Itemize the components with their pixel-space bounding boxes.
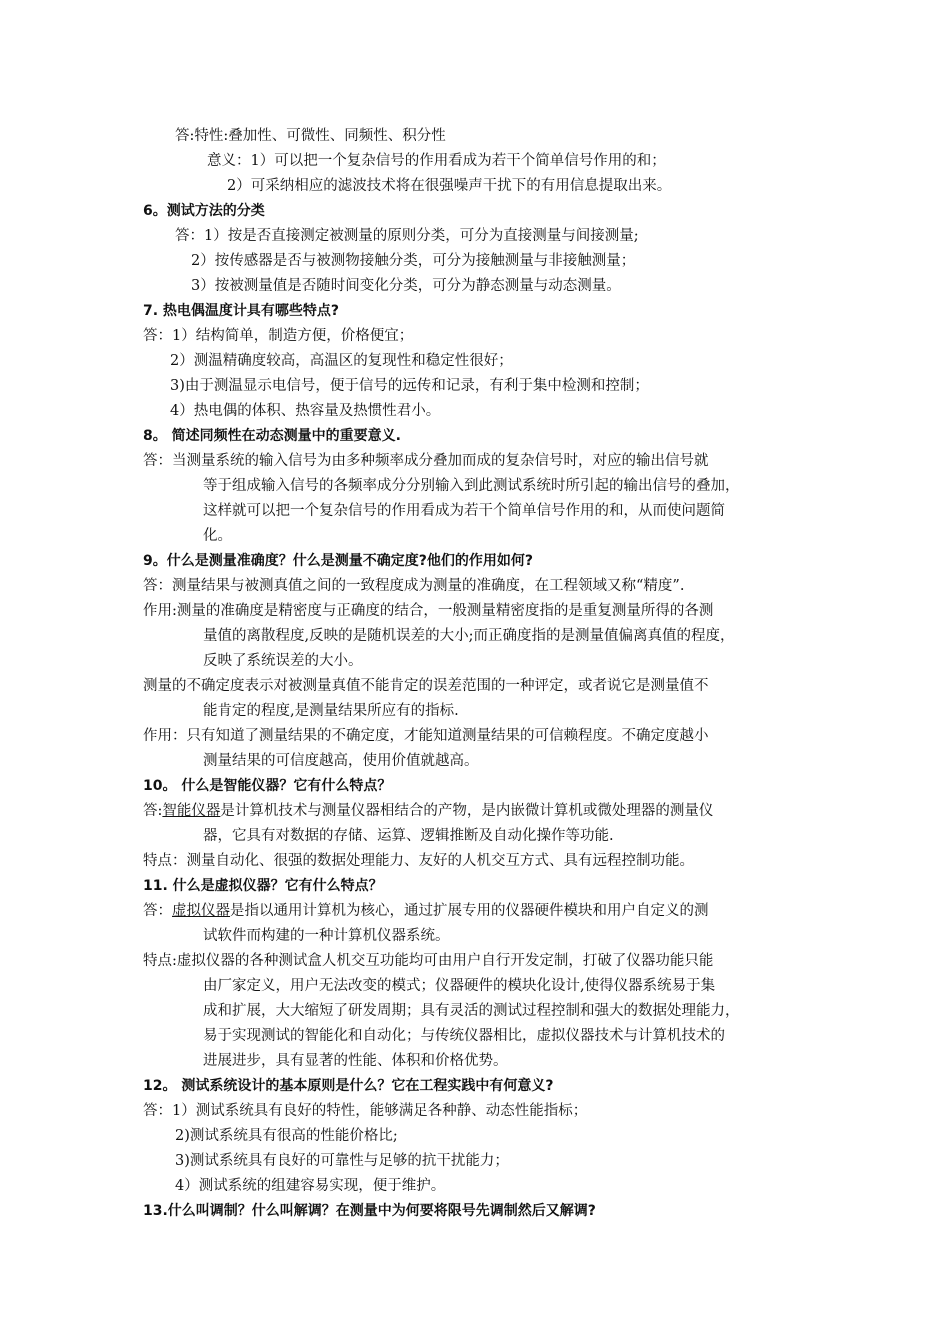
question-11-heading: 11. 什么是虚拟仪器？它有什么特点？ [143, 878, 383, 894]
question-8-heading: 8。 简述同频性在动态测量中的重要意义. [143, 428, 401, 444]
answer-11-line-7: 进展进步，具有显著的性能、体积和价格优势。 [203, 1053, 508, 1069]
question-12-heading: 12。 测试系统设计的基本原则是什么？它在工程实践中有何意义? [143, 1078, 554, 1094]
answer-10-line-2: 器，它具有对数据的存储、运算、逻辑推断及自动化操作等功能. [203, 828, 614, 844]
answer-11-line-2: 试软件而构建的一种计算机仪器系统。 [203, 928, 450, 944]
answer-11-line-3: 特点:虚拟仪器的各种测试盒人机交互功能均可由用户自行开发定制，打破了仪器功能只能 [143, 953, 714, 969]
answer-9-line-1: 答：测量结果与被测真值之间的一致程度成为测量的准确度，在工程领域又称“精度”. [143, 578, 685, 594]
question-10-heading: 10。 什么是智能仪器？它有什么特点？ [143, 778, 392, 794]
answer-prefix: 答： [143, 903, 172, 919]
question-13-heading: 13.什么叫调制？什么叫解调？在测量中为何要将限号先调制然后又解调? [143, 1203, 596, 1219]
answer-12-line-3: 3)测试系统具有良好的可靠性与足够的抗干扰能力； [175, 1153, 509, 1169]
answer-8-line-2: 等于组成输入信号的各频率成分分别输入到此测试系统时所引起的输出信号的叠加， [203, 478, 740, 494]
answer-9-line-6: 能肯定的程度,是测量结果所应有的指标. [203, 703, 459, 719]
virtual-instrument-link[interactable]: 虚拟仪器 [172, 903, 230, 919]
answer-9-line-8: 测量结果的可信度越高，使用价值就越高。 [203, 753, 479, 769]
answer-12-line-2: 2)测试系统具有很高的性能价格比; [175, 1128, 398, 1144]
answer-10-text: 是计算机技术与测量仪器相结合的产物，是内嵌微计算机或微处理器的测量仪 [220, 803, 714, 819]
answer-6-line-3: 3）按被测量值是否随时间变化分类，可分为静态测量与动态测量。 [191, 278, 621, 294]
answer-10-line-3: 特点：测量自动化、很强的数据处理能力、友好的人机交互方式、具有远程控制功能。 [143, 853, 694, 869]
answer-10-line-1 [143, 801, 713, 821]
smart-instrument-link[interactable]: 智能仪器 [162, 803, 221, 819]
answer-11-line-1 [143, 901, 709, 921]
answer-12-line-1: 答：1）测试系统具有良好的特性，能够满足各种静、动态性能指标； [143, 1103, 588, 1119]
answer-8-line-3: 这样就可以把一个复杂信号的作用看成为若干个简单信号作用的和，从而使问题简 [203, 503, 725, 519]
question-9-heading: 9。什么是测量准确度？什么是测量不确定度?他们的作用如何? [143, 553, 533, 569]
answer-11-line-6: 易于实现测试的智能化和自动化；与传统仪器相比，虚拟仪器技术与计算机技术的 [203, 1028, 725, 1044]
answer-11-line-5: 成和扩展，大大缩短了研发周期；具有灵活的测试过程控制和强大的数据处理能力， [203, 1003, 740, 1019]
meaning-line-2: 2）可采纳相应的滤波技术将在很强噪声干扰下的有用信息提取出来。 [227, 178, 672, 194]
answer-11-text: 是指以通用计算机为核心，通过扩展专用的仪器硬件模块和用户自定义的测 [230, 903, 709, 919]
answer-8-line-1: 答：当测量系统的输入信号为由多种频率成分叠加而成的复杂信号时，对应的输出信号就 [143, 453, 709, 469]
answer-7-line-1: 答：1）结构简单，制造方便，价格便宜； [143, 328, 414, 344]
question-6-heading: 6。测试方法的分类 [143, 203, 265, 219]
answer-6-line-1: 答：1）按是否直接测定被测量的原则分类，可分为直接测量与间接测量; [175, 228, 639, 244]
question-7-heading: 7. 热电偶温度计具有哪些特点? [143, 303, 340, 319]
answer-11-line-4: 由厂家定义，用户无法改变的模式；仪器硬件的模块化设计,使得仪器系统易于集 [203, 978, 716, 994]
answer-characteristics: 答:特性:叠加性、可微性、同频性、积分性 [175, 128, 446, 144]
answer-9-line-3: 量值的离散程度,反映的是随机误差的大小;而正确度指的是测量值偏离真值的程度， [203, 628, 735, 644]
answer-7-line-2: 2）测温精确度较高，高温区的复现性和稳定性很好； [170, 353, 513, 369]
answer-7-line-4: 4）热电偶的体积、热容量及热惯性君小。 [170, 403, 441, 419]
answer-7-line-3: 3)由于测温显示电信号，便于信号的远传和记录，有利于集中检测和控制； [170, 378, 649, 394]
answer-6-line-2: 2）按传感器是否与被测物接触分类，可分为接触测量与非接触测量； [191, 253, 636, 269]
answer-prefix: 答: [143, 803, 163, 819]
answer-9-line-7: 作用：只有知道了测量结果的不确定度，才能知道测量结果的可信赖程度。不确定度越小 [143, 728, 709, 744]
answer-9-line-5: 测量的不确定度表示对被测量真值不能肯定的误差范围的一种评定，或者说它是测量值不 [143, 678, 709, 694]
answer-9-line-4: 反映了系统误差的大小。 [203, 653, 363, 669]
answer-12-line-4: 4）测试系统的组建容易实现，便于维护。 [175, 1178, 446, 1194]
meaning-line-1: 意义：1）可以把一个复杂信号的作用看成为若干个简单信号作用的和； [207, 153, 666, 169]
answer-8-line-4: 化。 [203, 528, 232, 544]
answer-9-line-2: 作用:测量的准确度是精密度与正确度的结合，一般测量精密度指的是重复测量所得的各测 [143, 603, 714, 619]
